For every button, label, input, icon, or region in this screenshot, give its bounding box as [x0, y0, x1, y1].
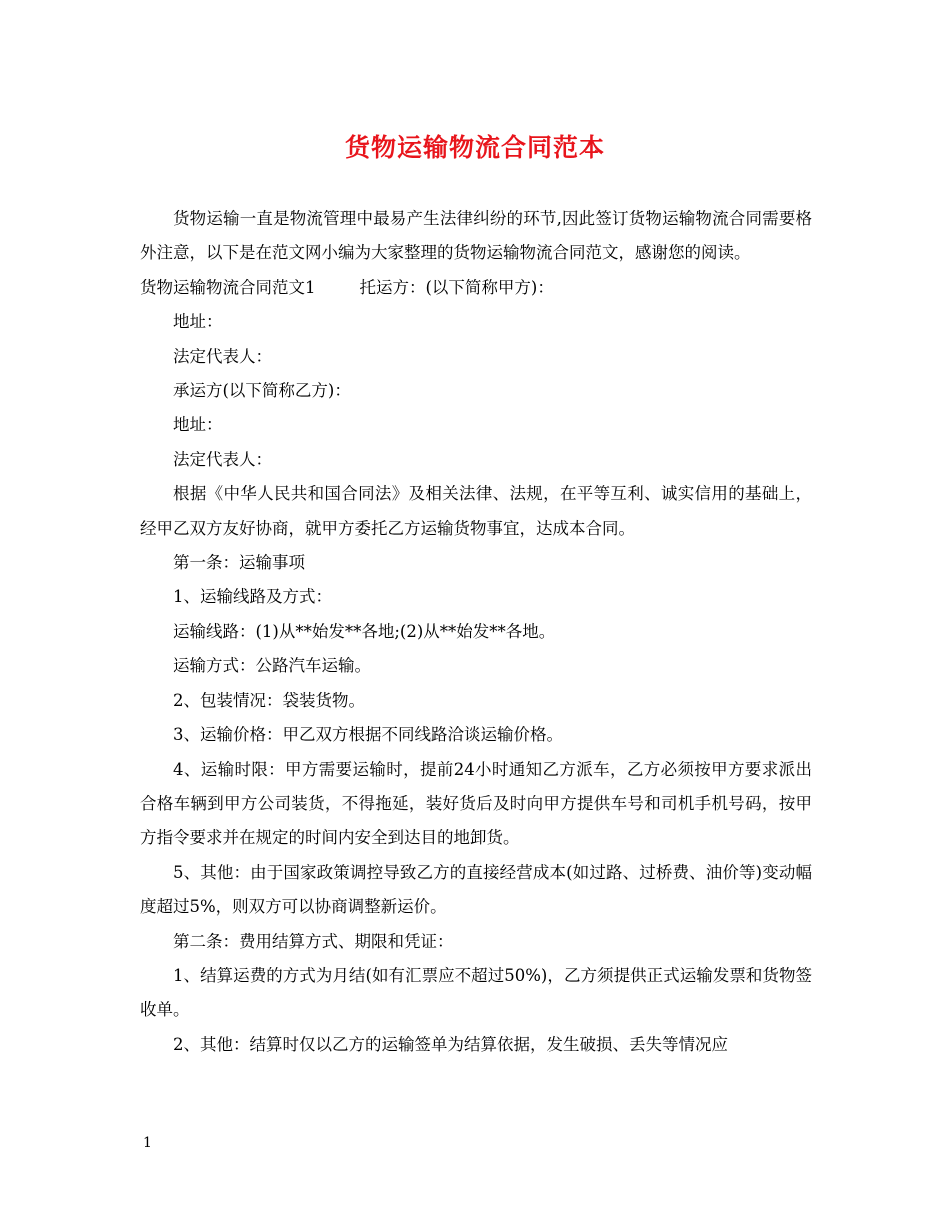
- article-two-heading: 第二条：费用结算方式、期限和凭证：: [173, 931, 454, 951]
- carrier-representative: 法定代表人：: [173, 449, 272, 469]
- document-body: [140, 202, 812, 1062]
- packaging-paragraph: 2、包装情况：袋装货物。: [173, 690, 365, 710]
- document-title: 货物运输物流合同范本: [344, 133, 605, 162]
- shipper-address: 地址：: [173, 312, 223, 332]
- settlement-paragraph: 1、结算运费的方式为月结(如有汇票应不超过50%)，乙方须提供正式运输发票和货物签收单。: [140, 965, 812, 1020]
- contract-heading-line: [140, 271, 812, 305]
- carrier-address: 地址：: [173, 415, 223, 435]
- shipper-line: 托运方：(以下简称甲方)：: [359, 277, 554, 297]
- carrier-line: 承运方(以下简称乙方)：: [173, 381, 351, 401]
- shipper-representative: 法定代表人：: [173, 346, 272, 366]
- intro-paragraph: 货物运输一直是物流管理中最易产生法律纠纷的环节,因此签订货物运输物流合同需要格外注意，以下是在范文网小编为大家整理的货物运输物流合同范文，感谢您的阅读。: [140, 209, 812, 263]
- price-paragraph: 3、运输价格：甲乙双方根据不同线路洽谈运输价格。: [173, 725, 563, 745]
- route-paragraph: 运输线路：(1)从**始发**各地;(2)从**始发**各地。: [173, 621, 556, 641]
- route-method-heading: 1、运输线路及方式：: [173, 587, 332, 607]
- settlement-other-paragraph: 2、其他：结算时仅以乙方的运输签单为结算依据，发生破损、丢失等情况应: [173, 1034, 728, 1054]
- other-paragraph: 5、其他：由于国家政策调控导致乙方的直接经营成本(如过路、过桥费、油价等)变动幅度超过5%，则双方可以协商调整新运价。: [140, 862, 812, 917]
- time-limit-paragraph: 4、运输时限：甲方需要运输时，提前24小时通知乙方派车，乙方必须按甲方要求派出合格车辆到甲方公司装货，不得拖延，装好货后及时向甲方提供车号和司机手机号码，按甲方指令要求并在规定的时间内安全到达目的地卸货。: [140, 759, 812, 848]
- article-one-heading: 第一条：运输事项: [173, 553, 305, 573]
- method-paragraph: 运输方式：公路汽车运输。: [173, 656, 371, 676]
- section-heading: 货物运输物流合同范文1: [140, 277, 316, 297]
- page-number: 1: [143, 1135, 152, 1151]
- preamble-paragraph: 根据《中华人民共和国合同法》及相关法律、法规，在平等互利、诚实信用的基础上，经甲乙双方友好协商，就甲方委托乙方运输货物事宜，达成本合同。: [140, 484, 812, 538]
